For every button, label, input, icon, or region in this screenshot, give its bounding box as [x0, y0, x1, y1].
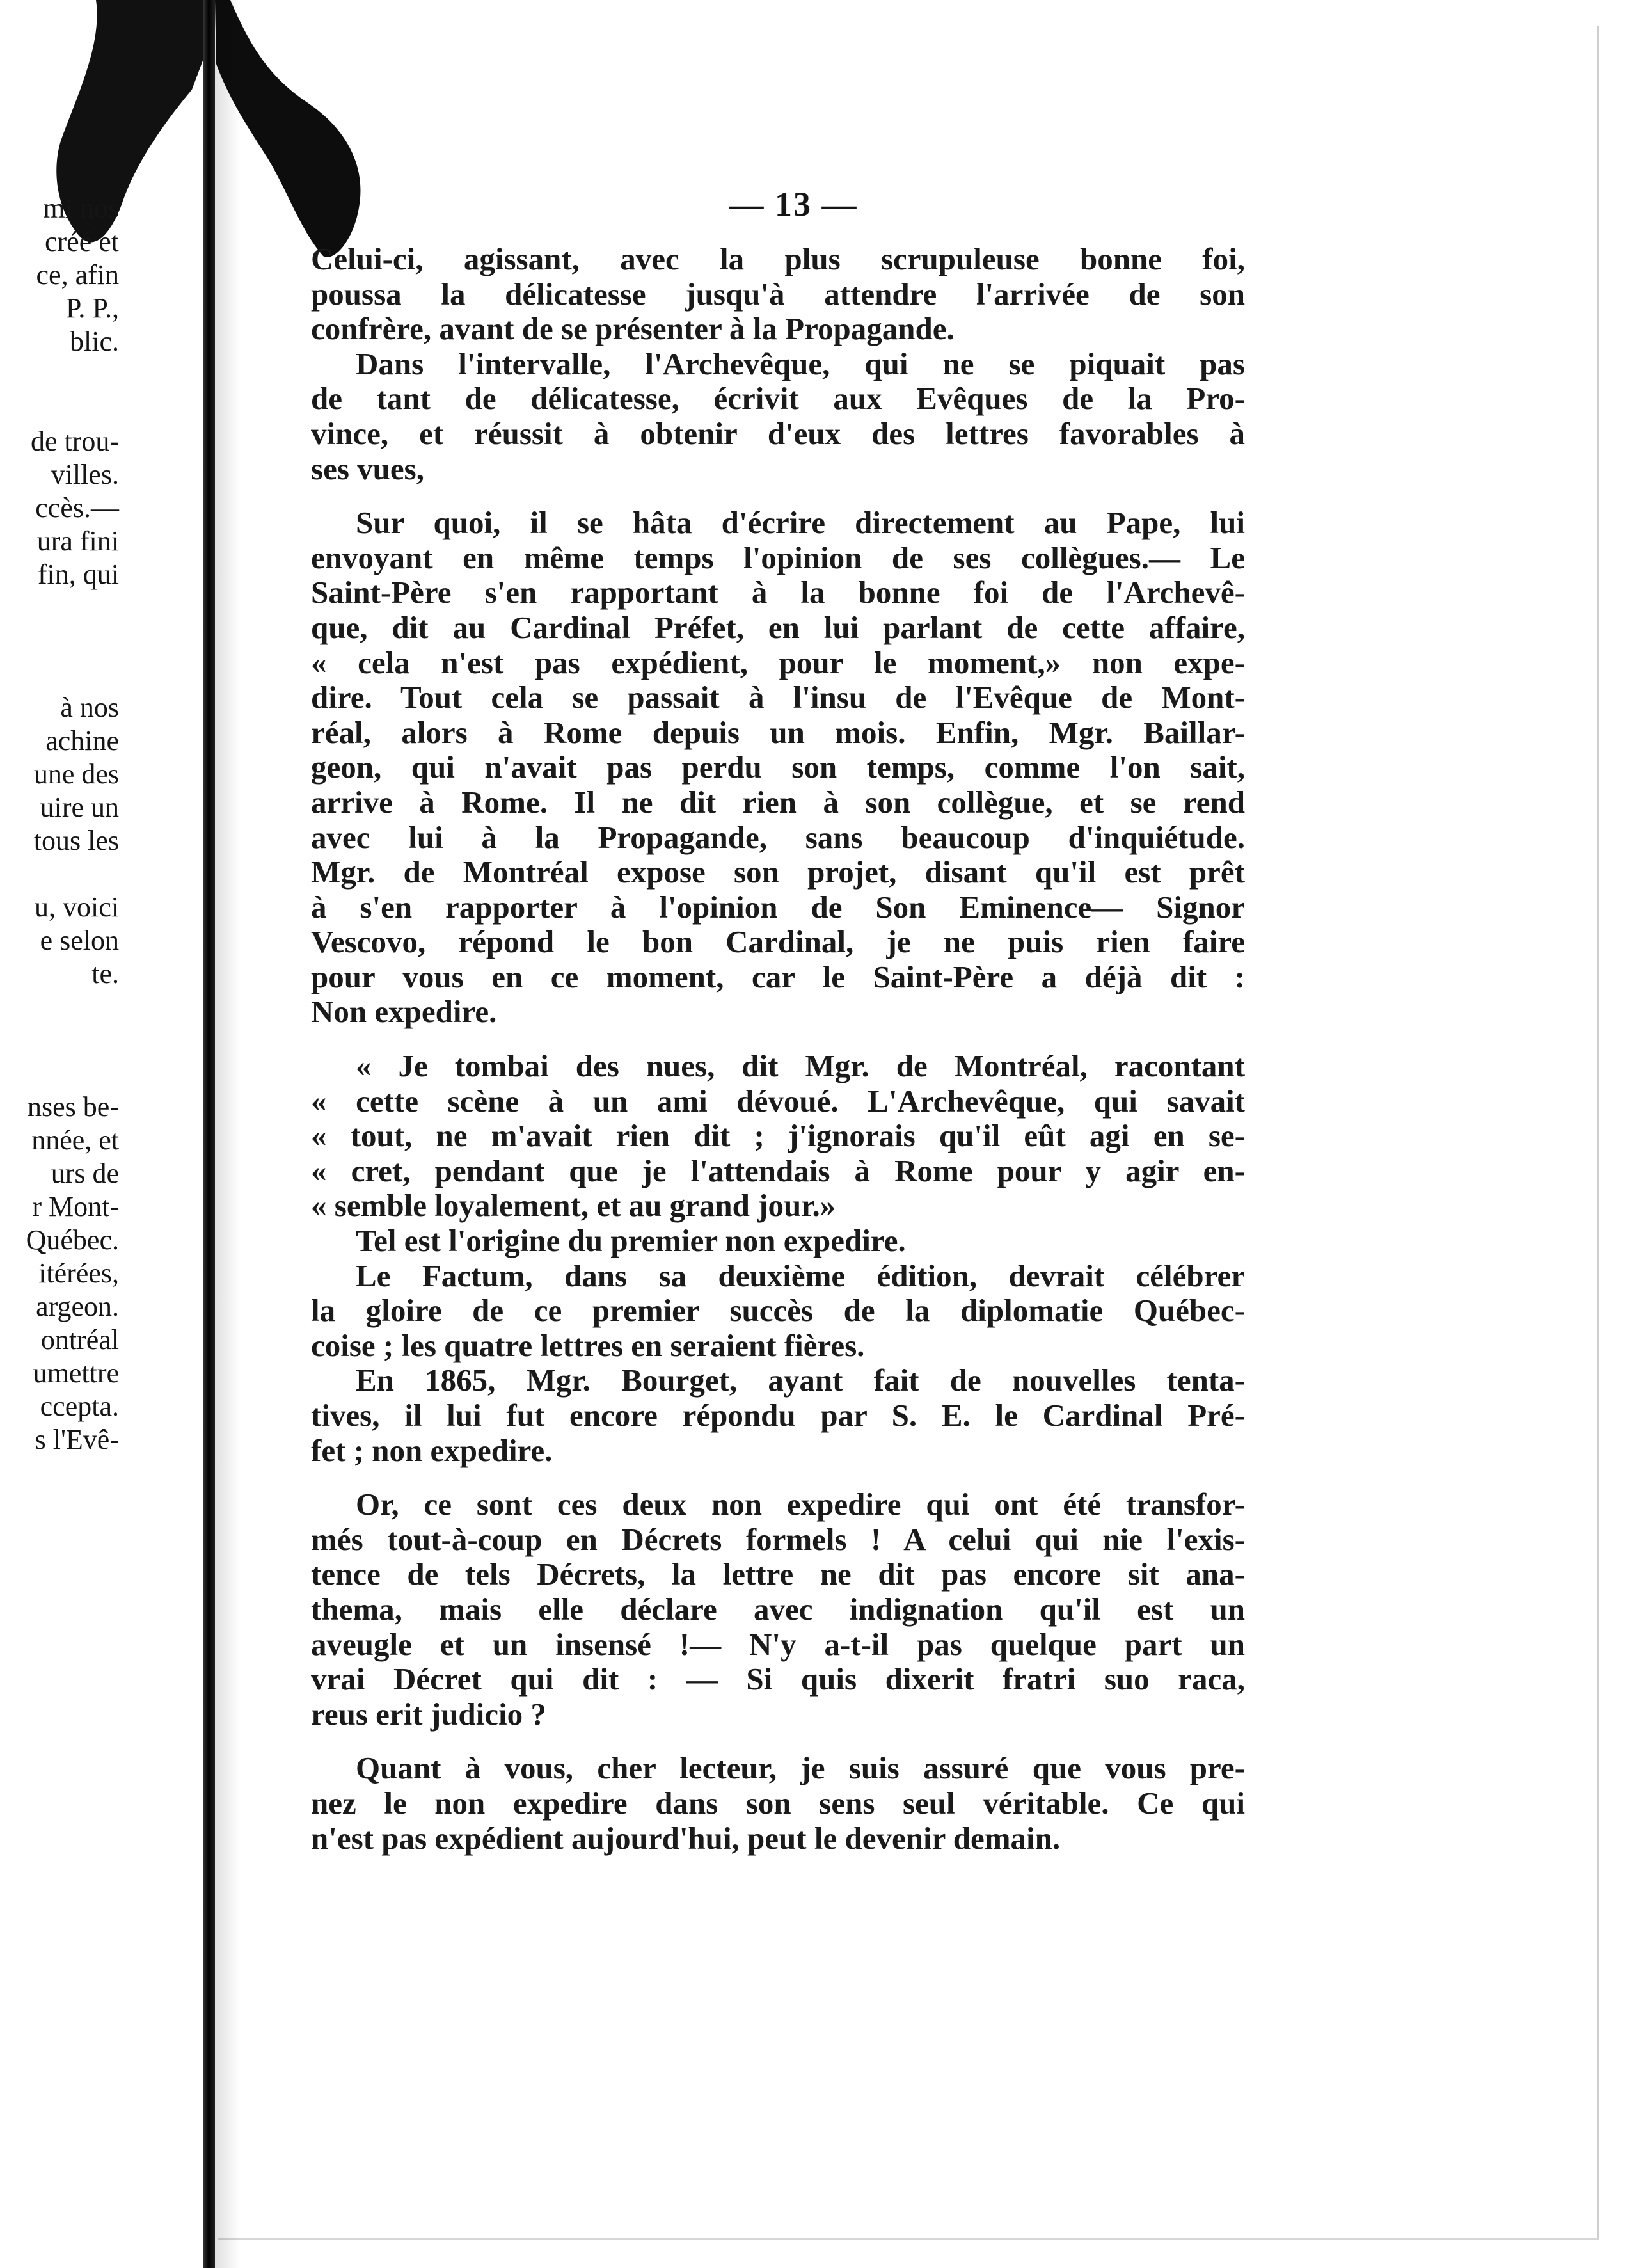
facing-page-line: uire un: [40, 792, 119, 823]
facing-page-line: fin, qui: [37, 559, 119, 590]
text-line: geon, qui n'avait pas perdu son temps, comme l'on sait,: [311, 749, 1245, 785]
text-line: Non expedire.: [311, 994, 497, 1030]
facing-page-line: [0, 991, 119, 1024]
text-line: dire. Tout cela se passait à l'insu de l'Evêque de Mont-: [311, 680, 1245, 715]
text-line: réal, alors à Rome depuis un mois. Enfin, Mgr. Baillar-: [311, 714, 1245, 750]
facing-page-line: ccepta.: [40, 1391, 119, 1422]
text-line: avec lui à la Propagande, sans beaucoup d'inquiétude.: [311, 819, 1245, 855]
facing-page-line: [0, 858, 119, 891]
facing-page-line: te.: [91, 958, 119, 989]
book-spine: [203, 0, 215, 2268]
text-line: de tant de délicatesse, écrivit aux Evêques de la Pro-: [311, 381, 1245, 417]
text-line: poussa la délicatesse jusqu'à attendre l'arrivée de son: [311, 276, 1245, 312]
facing-page-line: Québec.: [26, 1224, 119, 1256]
facing-page-line: à nos: [60, 692, 119, 723]
text-line: la gloire de ce premier succès de la diplomatie Québec-: [311, 1293, 1245, 1329]
text-line: Vescovo, répond le bon Cardinal, je ne puis rien faire: [311, 924, 1245, 960]
facing-page-line: ura fini: [36, 525, 119, 557]
text-line: vrai Décret qui dit : — Si quis dixerit fratri suo raca,: [311, 1661, 1245, 1697]
text-line: Mgr. de Montréal expose son projet, disant qu'il est prêt: [311, 854, 1245, 890]
text-line: Sur quoi, il se hâta d'écrire directement au Pape, lui: [356, 505, 1245, 541]
text-line: que, dit au Cardinal Préfet, en lui parlant de cette affaire,: [311, 609, 1245, 645]
facing-page-line: umettre: [33, 1357, 119, 1389]
facing-page-line: ontréal: [40, 1324, 119, 1355]
facing-page-line: [0, 625, 119, 658]
paragraph: [311, 242, 1245, 347]
paragraph: [311, 1751, 1245, 1856]
facing-page-line: urs de: [51, 1158, 119, 1189]
facing-page-line: nnée, et: [31, 1124, 119, 1156]
facing-page-line: s l'Evê-: [35, 1424, 119, 1455]
text-line: fet ; non expedire.: [311, 1432, 553, 1468]
text-line: Tel est l'origine du premier non expedire.: [356, 1223, 906, 1259]
text-line: coise ; les quatre lettres en seraient fières.: [311, 1327, 865, 1363]
text-line: « cret, pendant que je l'attendais à Rome pour y agir en-: [311, 1153, 1245, 1188]
facing-page-line: villes.: [51, 459, 119, 490]
page-body-text: [311, 242, 1245, 1856]
text-line: Celui-ci, agissant, avec la plus scrupuleuse bonne foi,: [311, 241, 1245, 276]
binding-shadow: [215, 0, 241, 2268]
text-line: vince, et réussit à obtenir d'eux des lettres favorables à: [311, 415, 1245, 451]
text-line: Dans l'intervalle, l'Archevêque, qui ne se piquait pas: [356, 346, 1245, 381]
text-line: envoyant en même temps l'opinion de ses collègues.— Le: [311, 539, 1245, 575]
paragraph: [311, 1259, 1245, 1364]
text-line: thema, mais elle déclare avec indignation qu'il est un: [311, 1591, 1245, 1627]
text-line: Quant à vous, cher lecteur, je suis assuré que vous pre-: [356, 1750, 1245, 1786]
text-line: arrive à Rome. Il ne dit rien à son collègue, et se rend: [311, 784, 1245, 820]
facing-page-line: [0, 392, 119, 425]
text-line: à s'en rapporter à l'opinion de Son Eminence— Signor: [311, 889, 1245, 925]
paragraph: [311, 1363, 1245, 1468]
facing-page-line: P. P.,: [65, 292, 119, 324]
facing-page-line: ce, afin: [36, 259, 119, 291]
text-line: « cette scène à un ami dévoué. L'Archevêque, qui savait: [311, 1083, 1245, 1119]
facing-page-line: itérées,: [38, 1258, 119, 1289]
text-line: « tout, ne m'avait rien dit ; j'ignorais qu'il eût agi en se-: [311, 1118, 1245, 1154]
paragraph: [311, 506, 1245, 1030]
paragraph: [311, 1224, 1245, 1259]
text-line: « semble loyalement, et au grand jour.»: [311, 1188, 836, 1224]
page-number: — 13 —: [729, 185, 858, 223]
text-line: Or, ce sont ces deux non expedire qui ont été transfor-: [356, 1487, 1245, 1522]
facing-page-line: argeon.: [36, 1291, 119, 1322]
text-line: més tout-à-coup en Décrets formels ! A celui qui nie l'exis-: [311, 1521, 1245, 1557]
facing-page-line: nses be-: [28, 1091, 119, 1122]
text-line: n'est pas expédient aujourd'hui, peut le devenir demain.: [311, 1820, 1061, 1856]
facing-page-fragment: [0, 192, 122, 1457]
text-line: En 1865, Mgr. Bourget, ayant fait de nouvelles tenta-: [356, 1362, 1245, 1398]
text-line: Saint-Père s'en rapportant à la bonne foi de l'Archevê-: [311, 575, 1245, 611]
facing-page-line: de trou-: [30, 426, 119, 457]
paragraph: [311, 1487, 1245, 1732]
text-line: confrère, avant de se présenter à la Propagande.: [311, 311, 955, 347]
facing-page-line: achine: [45, 725, 119, 756]
facing-page-line: [0, 358, 119, 392]
paragraph: [311, 347, 1245, 486]
facing-page-line: [0, 658, 119, 691]
text-line: Le Factum, dans sa deuxième édition, devrait célébrer: [356, 1258, 1245, 1293]
facing-page-line: [0, 1024, 119, 1057]
facing-page-line: blic.: [70, 326, 119, 357]
text-line: ses vues,: [311, 451, 424, 486]
facing-page-line: mi nos: [43, 193, 119, 224]
facing-page-line: créé et: [45, 226, 119, 257]
facing-page-line: r Mont-: [32, 1191, 119, 1222]
facing-page-line: ccès.—: [35, 492, 119, 523]
text-line: tence de tels Décrets, la lettre ne dit pas encore sit ana-: [311, 1556, 1245, 1592]
text-line: nez le non expedire dans son sens seul véritable. Ce qui: [311, 1785, 1245, 1821]
text-line: tives, il lui fut encore répondu par S. E. le Cardinal Pré-: [311, 1398, 1245, 1433]
text-line: pour vous en ce moment, car le Saint-Père a déjà dit :: [311, 959, 1245, 994]
text-line: « Je tombai des nues, dit Mgr. de Montréal, racontant: [356, 1048, 1245, 1084]
text-line: reus erit judicio ?: [311, 1696, 546, 1732]
text-line: « cela n'est pas expédient, pour le moment,» non expe-: [311, 644, 1245, 680]
paragraph: [311, 1049, 1245, 1224]
facing-page-line: [0, 591, 119, 625]
facing-page-line: e selon: [40, 925, 119, 956]
facing-page-line: u, voici: [35, 891, 119, 923]
facing-page-line: une des: [33, 758, 119, 790]
facing-page-line: [0, 1057, 119, 1090]
facing-page-line: tous les: [33, 825, 119, 856]
text-line: aveugle et un insensé !— N'y a-t-il pas quelque part un: [311, 1626, 1245, 1662]
